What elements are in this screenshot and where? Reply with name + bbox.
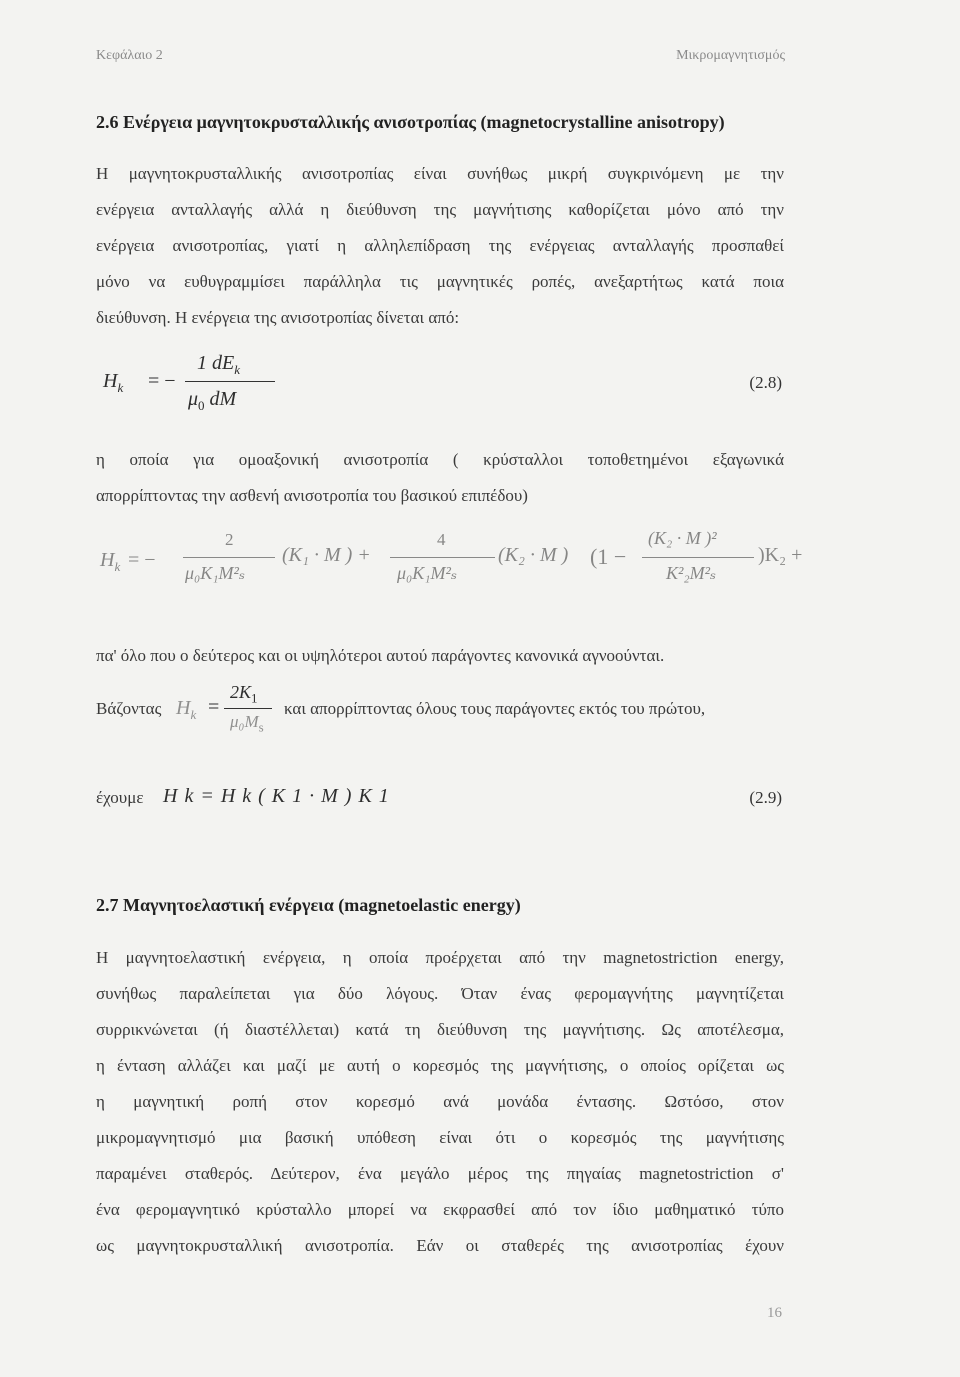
setting-prefix: Βάζοντας bbox=[96, 699, 162, 718]
text-line: ενέργεια ανισοτροπίας, γιατί η αλληλεπίδραση της ενέργειας ανταλλαγής προσπαθεί bbox=[96, 236, 784, 255]
setting-equals: = bbox=[208, 696, 220, 718]
eq-term1-numerator: 2 bbox=[225, 530, 234, 549]
text-line: μόνο να ευθυγραμμίσει παράλληλα τις μαγνητικές ροπές, ανεξαρτήτως κατά ποια bbox=[96, 272, 784, 291]
eq-bracket-open: (1 − bbox=[590, 544, 627, 569]
eq-term2-numerator: 4 bbox=[437, 530, 446, 549]
text-line: παραμένει σταθερός. Δεύτερον, ένα μεγάλο μέρος της πηγαίας magnetostriction σ' bbox=[96, 1164, 784, 1183]
text-line: ενέργεια ανταλλαγής αλλά η διεύθυνση της μαγνήτισης καθορίζεται μόνο από την bbox=[96, 200, 784, 219]
eq-term3-denominator: K²₂M²ₛ bbox=[666, 563, 717, 583]
fraction-bar bbox=[224, 708, 272, 709]
text-line: μικρομαγνητισμό μια βασική υπόθεση είναι ότι ο κορεσμός της μαγνήτισης bbox=[96, 1128, 784, 1147]
eq-denominator: $\mu_0$ dM bbox=[188, 388, 237, 413]
fraction-bar bbox=[390, 557, 495, 558]
eq-expression: H k = H k ( K 1 · M ) K 1 bbox=[163, 785, 389, 807]
section-title-2-7: 2.7 Μαγνητοελαστική ενέργεια (magnetoelastic energy) bbox=[96, 895, 521, 915]
paragraph-higher-terms bbox=[96, 638, 784, 674]
text-line: συνήθως παραλείπεται για δύο λόγους. Όταν ένας φερομαγνήτης μαγνητίζεται bbox=[96, 984, 784, 1003]
eq-lhs: $H_k$ bbox=[100, 549, 121, 574]
eq-term2-denominator: μ₀K₁M²ₛ bbox=[397, 563, 458, 583]
setting-suffix: και απορρίπτοντας όλους τους παράγοντες εκτός του πρώτου, bbox=[284, 699, 706, 718]
eq-term1-body: (K₁ · M ) + bbox=[282, 544, 371, 566]
text-line: ένα φερομαγνητικό κρύσταλλο μπορεί να εκφρασθεί από τον ίδιο μαθηματικό τύπο bbox=[96, 1200, 784, 1219]
equation-number: (2.9) bbox=[749, 788, 782, 807]
text-line: η ένταση αλλάζει και μαζί με αυτή ο κορεσμός της μαγνήτισης, ο οποίος ορίζεται ως bbox=[96, 1056, 784, 1075]
text-line: πα' όλο που ο δεύτερος και οι υψηλότεροι αυτού παράγοντες κανονικά αγνοούνται. bbox=[96, 646, 665, 665]
paragraph-anisotropy-intro bbox=[96, 156, 784, 336]
setting-numerator: $2K_1$ bbox=[230, 682, 258, 706]
text-line: διεύθυνση. Η ενέργεια της ανισοτροπίας δίνεται από: bbox=[96, 308, 460, 327]
text-line: συρρικνώνεται (ή διαστέλλεται) κατά τη διεύθυνση της μαγνήτισης. Ως αποτέλεσμα, bbox=[96, 1020, 784, 1039]
text-line: ως μαγνητοκρυσταλλική ανισοτροπία. Εάν οι σταθερές της ανισοτροπίας έχουν bbox=[96, 1236, 784, 1255]
running-header-chapter: Κεφάλαιο 2 bbox=[96, 48, 163, 63]
eq-term1-denominator: μ₀K₁M²ₛ bbox=[185, 563, 246, 583]
document-page: Κεφάλαιο 2 Μικρομαγνητισμός 2.6 Ενέργεια μαγνητοκρυσταλλικής ανισοτροπίας (magnetocrystalline anisotropy) Η μαγνητοκρυσταλλικής ανισοτροπίας είναι συνήθως μικρή συγκρινόμενη με την ενέργεια ανταλλαγής αλλά η διεύθυνση της μαγνήτισης καθορίζεται μόνο από την ενέργεια ανισοτροπίας, γιατί η αλληλεπίδραση της ενέργειας ανταλλαγής προσπαθεί μόνο να ευθυγραμμίσει παράλληλα τις μαγνητικές ροπές, ανεξαρτήτως κατά ποια διεύθυνση. Η ενέργεια της ανισοτροπίας δίνεται από: $H_k$ = − 1 $dE_k$ $\mu_0$ dM (2.8) η οποία για ομοαξονική ανισοτροπία ( κρύσταλλοι τοποθετημένοι εξαγωνικά απορρίπτοντας την ασθενή ανισοτροπία του βασικού επιπέδου) $H_k$ = − 2 μ₀K₁M²ₛ (K₁ · M ) + 4 μ₀K₁M²ₛ (K₂ · M ) (1 − (K₂ · M )² K²₂M²ₛ )K₂ + πα' όλο που ο δεύτερος και οι υψηλότεροι αυτού παράγοντες κανονικά αγνοούνται. Βάζοντας $H_k$ = $2K_1$ $\mu_0M_s$ και απορρίπτοντας όλους τους παράγοντες εκτός του πρώτου, έχουμε H k = H k ( K 1 · M ) K 1 (2.9) 2.7 Μαγνητοελαστική ενέργεια (magnetoelastic energy) Η μαγνητοελαστική ενέργεια, η οποία προέρχεται από την magnetostriction energy, συνήθως παραλείπεται για δύο λόγους. Όταν ένας φερομαγνήτης μαγνητίζεται συρρικνώνεται (ή διαστέλλεται) κατά τη διεύθυνση της μαγνήτισης. Ως αποτέλεσμα, η ένταση αλλάζει και μαζί με αυτή ο κορεσμός της μαγνήτισης, ο οποίος ορίζεται ως η μαγνητική ροπή στον κορεσμό ανά μονάδα έντασης. Ωστόσο, στον μικρομαγνητισμό μια βασική υπόθεση είναι ότι ο κορεσμός της μαγνήτισης παραμένει σταθερός. Δεύτερον, ένα μεγάλο μέρος της πηγαίας magnetostriction σ' ένα φερομαγνητικό κρύσταλλο μπορεί να εκφρασθεί από τον ίδιο μαθηματικό τύπο ως μαγνητοκρυσταλλική ανισοτροπία. Εάν οι σταθερές της ανισοτροπίας έχουν 16 bbox=[96, 48, 803, 1321]
setting-denominator: $\mu_0M_s$ bbox=[230, 712, 264, 735]
text-line: Η μαγνητοκρυσταλλικής ανισοτροπίας είναι συνήθως μικρή συγκρινόμενη με την bbox=[96, 164, 784, 183]
eq-term3-numerator: (K₂ · M )² bbox=[648, 528, 717, 548]
paragraph-magnetoelastic bbox=[96, 940, 784, 1264]
eq-numerator: 1 $dE_k$ bbox=[197, 352, 240, 377]
text-line: απορρίπτοντας την ασθενή ανισοτροπία του βασικού επιπέδου) bbox=[96, 486, 528, 505]
fraction-bar bbox=[185, 381, 275, 382]
text-line: η οποία για ομοαξονική ανισοτροπία ( κρύσταλλοι τοποθετημένοι εξαγωνικά bbox=[96, 450, 784, 469]
eq-lhs: $H_k$ bbox=[103, 370, 124, 395]
paragraph-uniaxial bbox=[96, 442, 784, 514]
page-number: 16 bbox=[767, 1305, 782, 1321]
setting-variable: $H_k$ bbox=[176, 697, 197, 722]
equation-number: (2.8) bbox=[749, 373, 782, 392]
fraction-bar bbox=[642, 557, 754, 558]
eq-bracket-close: )K₂ + bbox=[758, 544, 803, 566]
eq-term2-body: (K₂ · M ) bbox=[498, 544, 569, 566]
section-title-2-6: 2.6 Ενέργεια μαγνητοκρυσταλλικής ανισοτροπίας (magnetocrystalline anisotropy) bbox=[96, 112, 725, 132]
fraction-bar bbox=[183, 557, 275, 558]
eq-equals: = − bbox=[148, 370, 176, 392]
text-line: η μαγνητική ροπή στον κορεσμό ανά μονάδα έντασης. Ωστόσο, στον bbox=[96, 1092, 784, 1111]
eq-prefix: έχουμε bbox=[96, 788, 144, 807]
running-header-topic: Μικρομαγνητισμός bbox=[676, 48, 785, 63]
text-line: Η μαγνητοελαστική ενέργεια, η οποία προέρχεται από την magnetostriction energy, bbox=[96, 948, 784, 967]
